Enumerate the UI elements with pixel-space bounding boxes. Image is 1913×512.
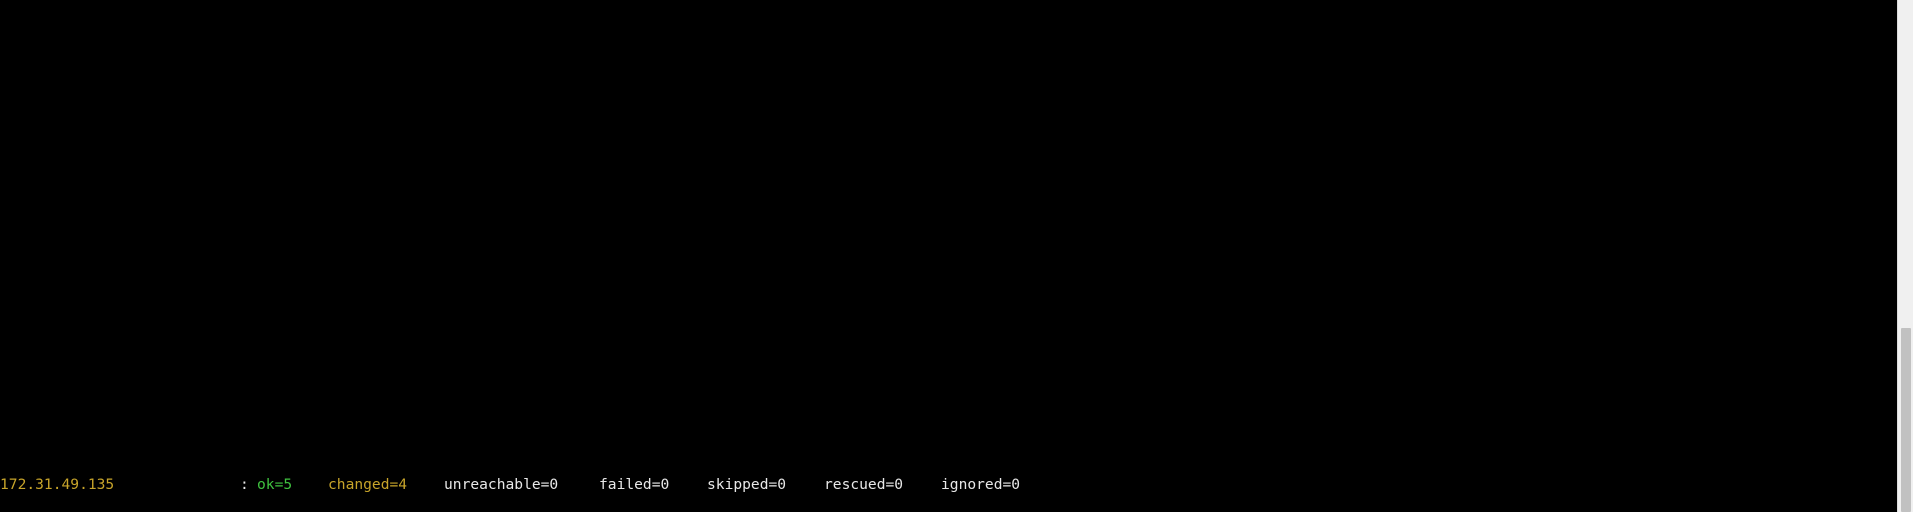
- task-header: [0, 204, 1897, 221]
- vertical-scrollbar[interactable]: [1897, 0, 1913, 512]
- task-header: [0, 306, 1897, 323]
- task-header: [0, 357, 1897, 374]
- recap-ignored: ignored=0: [941, 476, 1021, 493]
- command-prompt: [0, 136, 1897, 153]
- task-header: [0, 255, 1897, 272]
- changed-line: [0, 272, 1897, 289]
- recap-rescued: rescued=0: [824, 476, 904, 493]
- recap-unreachable: unreachable=0: [444, 476, 559, 493]
- changed-line: [0, 425, 1897, 442]
- scrollbar-thumb[interactable]: [1901, 328, 1911, 512]
- changed-line: [0, 374, 1897, 391]
- recap-ok: ok=5: [257, 476, 293, 493]
- changed-line: [0, 323, 1897, 340]
- ok-line: [0, 221, 1897, 238]
- recap-changed: changed=4: [328, 476, 408, 493]
- recap-header: [0, 102, 1897, 119]
- play-header: [0, 170, 1897, 187]
- recap-colon: :: [240, 476, 249, 493]
- warning-line: [0, 17, 1897, 34]
- recap-stats-row: [0, 476, 1897, 493]
- recap-skipped: skipped=0: [707, 476, 787, 493]
- play-header: [0, 51, 1897, 68]
- recap-failed: failed=0: [599, 476, 670, 493]
- warning-line: [0, 0, 1897, 17]
- recap-header: [0, 459, 1897, 476]
- task-header: [0, 408, 1897, 425]
- skipping-line: [0, 68, 1897, 85]
- recap-host: 172.31.49.135: [0, 476, 115, 493]
